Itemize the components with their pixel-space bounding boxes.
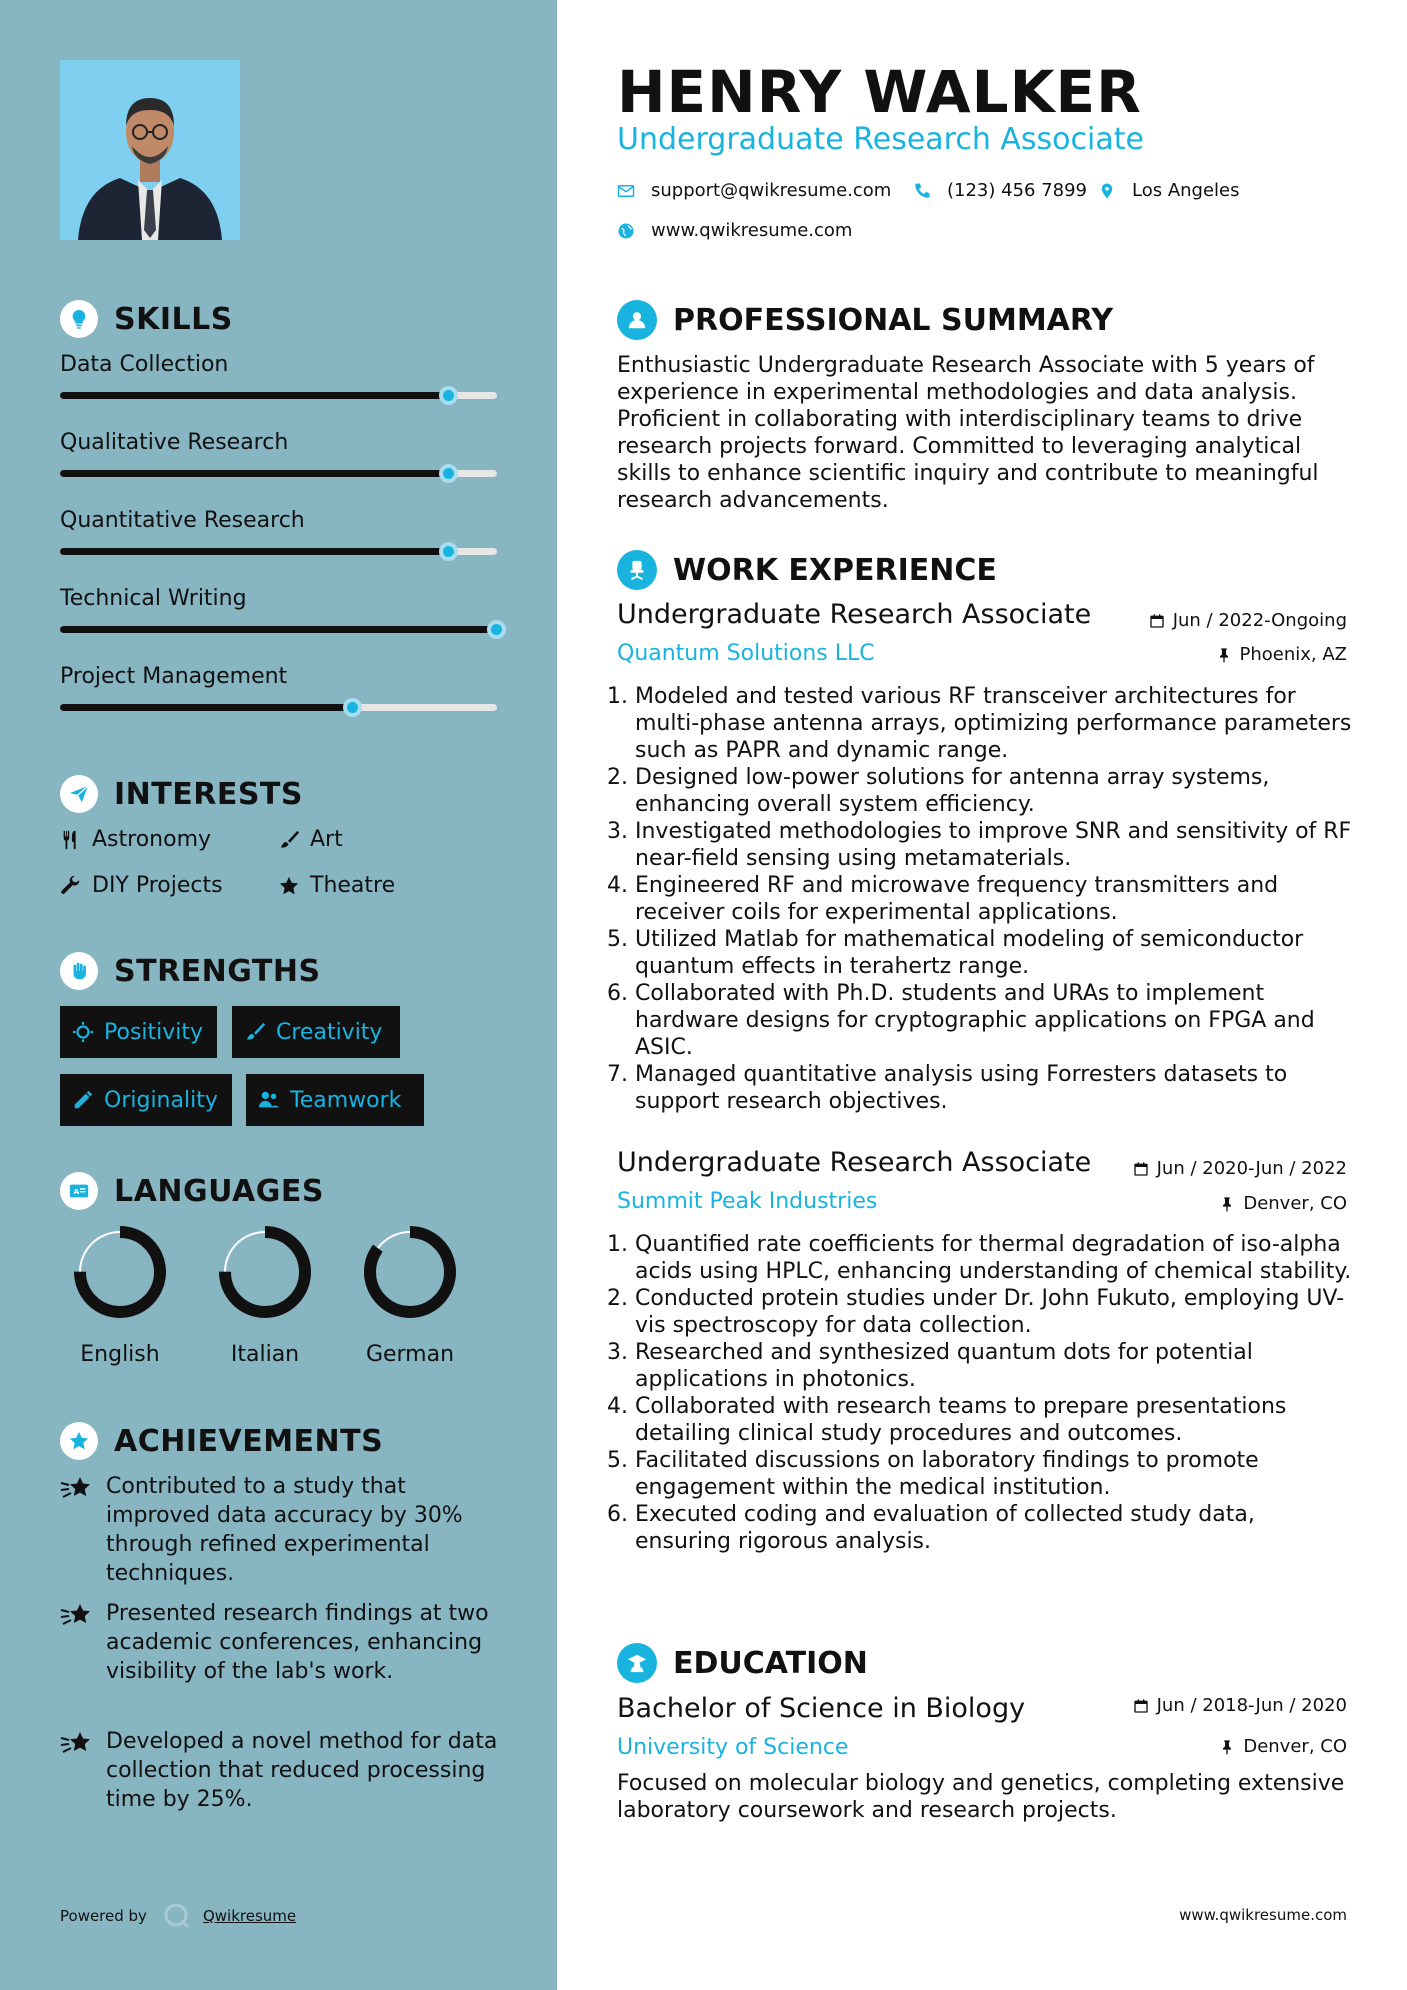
education-location-text: Denver, CO bbox=[1243, 1736, 1347, 1757]
footer-website-link[interactable]: www.qwikresume.com bbox=[1179, 1906, 1347, 1924]
raised-fist-icon bbox=[60, 952, 98, 990]
interest-item bbox=[278, 873, 395, 898]
language-ring bbox=[360, 1222, 460, 1322]
job-title: Undergraduate Research Associate bbox=[617, 599, 1092, 630]
list-item: Modeled and tested various RF transceiver architectures for multi-phase antenna arrays, optimizing performance parameters such as PAPR and dynamic range. bbox=[635, 684, 1352, 763]
language-card-icon bbox=[60, 1172, 98, 1210]
skill-item bbox=[60, 586, 500, 611]
contact-website[interactable] bbox=[617, 220, 852, 241]
sidebar bbox=[0, 0, 557, 1990]
star-badge-icon bbox=[60, 1422, 98, 1460]
list-item: Engineered RF and microwave frequency transmitters and receiver coils for experimental applications. bbox=[635, 873, 1279, 925]
shooting-star-icon bbox=[60, 1474, 94, 1504]
powered-by bbox=[60, 1902, 296, 1930]
skill-bar-knob bbox=[439, 386, 458, 405]
skill-bar-fill bbox=[60, 470, 449, 477]
skill-bar-knob bbox=[439, 542, 458, 561]
sun-icon bbox=[72, 1021, 94, 1043]
summary-heading bbox=[617, 300, 1113, 340]
location-text: Los Angeles bbox=[1132, 180, 1240, 201]
strengths-title: STRENGTHS bbox=[114, 953, 321, 989]
skill-item bbox=[60, 664, 500, 689]
job-duties-list bbox=[617, 683, 1357, 1115]
list-item: Utilized Matlab for mathematical modeling of semiconductor quantum effects in terahertz range. bbox=[635, 927, 1304, 979]
degree-title: Bachelor of Science in Biology bbox=[617, 1693, 1026, 1724]
strength-label: Originality bbox=[104, 1087, 218, 1113]
skill-bar bbox=[60, 626, 497, 633]
skill-bar bbox=[60, 392, 497, 399]
skill-bar-fill bbox=[60, 626, 497, 633]
phone-text: (123) 456 7899 bbox=[947, 180, 1088, 201]
lightbulb-icon bbox=[60, 300, 98, 338]
job-company: Quantum Solutions LLC bbox=[617, 641, 875, 666]
skill-label: Project Management bbox=[60, 664, 288, 689]
job-location-text: Denver, CO bbox=[1243, 1193, 1347, 1214]
list-item: Conducted protein studies under Dr. John Fukuto, employing UV-vis spectroscopy for data collection. bbox=[635, 1286, 1345, 1338]
interest-label: DIY Projects bbox=[92, 873, 223, 898]
strength-badge bbox=[246, 1074, 424, 1126]
candidate-role: Undergraduate Research Associate bbox=[617, 122, 1144, 157]
language-ring bbox=[70, 1222, 170, 1322]
job-title: Undergraduate Research Associate bbox=[617, 1147, 1092, 1178]
skill-bar-fill bbox=[60, 392, 449, 399]
achievements-heading bbox=[60, 1422, 383, 1460]
experience-title: WORK EXPERIENCE bbox=[673, 552, 997, 588]
star-icon bbox=[278, 875, 300, 897]
interests-title: INTERESTS bbox=[114, 776, 303, 812]
interest-item bbox=[60, 873, 223, 898]
qwikresume-link[interactable]: Qwikresume bbox=[202, 1907, 297, 1925]
calendar-icon bbox=[1149, 613, 1165, 629]
skill-label: Qualitative Research bbox=[60, 430, 289, 455]
job-location-text: Phoenix, AZ bbox=[1239, 644, 1347, 665]
achievement-item bbox=[60, 1599, 500, 1686]
language-label: English bbox=[80, 1342, 160, 1367]
calendar-icon bbox=[1133, 1698, 1149, 1714]
envelope-icon bbox=[617, 182, 635, 200]
skill-item bbox=[60, 352, 500, 377]
skill-bar bbox=[60, 704, 497, 711]
job-date bbox=[1149, 610, 1347, 631]
job-location bbox=[1216, 644, 1348, 665]
education-heading bbox=[617, 1643, 868, 1683]
skill-bar-knob bbox=[343, 698, 362, 717]
skill-label: Technical Writing bbox=[60, 586, 247, 611]
contact-email[interactable] bbox=[617, 180, 891, 201]
cutlery-icon bbox=[60, 829, 82, 851]
job-date-text: Jun / 2020-Jun / 2022 bbox=[1156, 1158, 1347, 1179]
interest-label: Theatre bbox=[310, 873, 396, 898]
achievement-text: Contributed to a study that improved data accuracy by 30% through refined experimental techniques. bbox=[106, 1474, 463, 1586]
calendar-icon bbox=[1133, 1161, 1149, 1177]
achievement-text: Developed a novel method for data collection that reduced processing time by 25%. bbox=[106, 1729, 498, 1812]
list-item: Facilitated discussions on laboratory findings to promote engagement within the medical institution. bbox=[635, 1448, 1259, 1500]
users-icon bbox=[258, 1089, 280, 1111]
achievement-item bbox=[60, 1727, 500, 1814]
paintbrush-icon bbox=[244, 1021, 266, 1043]
strength-label: Creativity bbox=[276, 1019, 383, 1045]
list-item: Researched and synthesized quantum dots for potential applications in photonics. bbox=[635, 1340, 1253, 1392]
contact-phone[interactable] bbox=[913, 180, 1087, 201]
education-text: Focused on molecular biology and genetics, completing extensive laboratory coursework and research projects. bbox=[617, 1771, 1345, 1823]
interest-label: Astronomy bbox=[92, 827, 212, 852]
strength-label: Teamwork bbox=[290, 1087, 402, 1113]
skill-bar-knob bbox=[487, 620, 506, 639]
svg-text:A: A bbox=[73, 1186, 80, 1196]
list-item: Designed low-power solutions for antenna array systems, enhancing overall system efficiency. bbox=[635, 765, 1270, 817]
achievement-text: Presented research findings at two academic conferences, enhancing visibility of the lab's work. bbox=[106, 1601, 489, 1684]
pushpin-icon bbox=[1219, 1739, 1235, 1755]
skills-title: SKILLS bbox=[114, 301, 233, 337]
pushpin-icon bbox=[1216, 647, 1232, 663]
profile-photo bbox=[60, 60, 240, 240]
skill-bar bbox=[60, 470, 497, 477]
skill-bar bbox=[60, 548, 497, 555]
person-portrait-icon bbox=[60, 60, 240, 240]
language-item bbox=[210, 1222, 320, 1367]
languages-heading bbox=[60, 1172, 324, 1210]
education-location bbox=[1219, 1736, 1347, 1757]
wrench-icon bbox=[60, 875, 82, 897]
language-item bbox=[65, 1222, 175, 1367]
job-location bbox=[1219, 1193, 1347, 1214]
list-item: Managed quantitative analysis using Forresters datasets to support research objectives. bbox=[635, 1062, 1288, 1114]
skill-bar-fill bbox=[60, 704, 353, 711]
website-text: www.qwikresume.com bbox=[651, 220, 853, 241]
experience-heading bbox=[617, 550, 997, 590]
skill-bar-knob bbox=[439, 464, 458, 483]
education-date bbox=[1133, 1695, 1347, 1716]
summary-text: Enthusiastic Undergraduate Research Associate with 5 years of experience in experimental methodologies and data analysis. Proficient in collaborating with interdisciplinary teams to drive research projects forward. Committed to leveraging analytical skills to enhance scientific inquiry and contribute to meaningful research advancements. bbox=[617, 353, 1319, 513]
skill-label: Data Collection bbox=[60, 352, 229, 377]
list-item: Investigated methodologies to improve SNR and sensitivity of RF near-field sensing using metamaterials. bbox=[635, 819, 1352, 871]
phone-icon bbox=[913, 182, 931, 200]
paintbrush-icon bbox=[278, 829, 300, 851]
job-date bbox=[1133, 1158, 1347, 1179]
language-ring bbox=[215, 1222, 315, 1322]
globe-icon bbox=[617, 222, 635, 240]
map-pin-icon bbox=[1098, 182, 1116, 200]
school-name: University of Science bbox=[617, 1735, 849, 1760]
summary-title: PROFESSIONAL SUMMARY bbox=[673, 302, 1114, 338]
skill-label: Quantitative Research bbox=[60, 508, 305, 533]
powered-by-label: Powered by bbox=[60, 1907, 147, 1925]
shooting-star-icon bbox=[60, 1729, 94, 1759]
strength-label: Positivity bbox=[104, 1019, 204, 1045]
language-label: German bbox=[365, 1342, 455, 1367]
education-date-text: Jun / 2018-Jun / 2020 bbox=[1156, 1695, 1347, 1716]
list-item: Quantified rate coefficients for thermal degradation of iso-alpha acids using HPLC, enhancing understanding of chemical stability. bbox=[635, 1232, 1352, 1284]
strength-badge bbox=[60, 1074, 232, 1126]
language-item bbox=[355, 1222, 465, 1367]
language-label: Italian bbox=[230, 1342, 300, 1367]
job-date-text: Jun / 2022-Ongoing bbox=[1172, 610, 1347, 631]
email-text: support@qwikresume.com bbox=[651, 180, 892, 201]
interest-item bbox=[60, 827, 211, 852]
interest-item bbox=[278, 827, 343, 852]
paper-plane-icon bbox=[60, 775, 98, 813]
languages-title: LANGUAGES bbox=[114, 1173, 324, 1209]
skill-item bbox=[60, 430, 500, 455]
skill-item bbox=[60, 508, 500, 533]
achievement-item bbox=[60, 1472, 500, 1588]
skill-bar-fill bbox=[60, 548, 449, 555]
contact-location bbox=[1098, 180, 1240, 201]
education-title: EDUCATION bbox=[673, 1645, 868, 1681]
skills-heading bbox=[60, 300, 233, 338]
job-company: Summit Peak Industries bbox=[617, 1189, 878, 1214]
strength-badge bbox=[60, 1006, 217, 1058]
user-icon bbox=[617, 300, 657, 340]
list-item: Collaborated with research teams to prepare presentations detailing clinical study procedures and outcomes. bbox=[635, 1394, 1287, 1446]
list-item: Collaborated with Ph.D. students and URAs to implement hardware designs for cryptographic applications on FPGA and ASIC. bbox=[635, 981, 1315, 1060]
strength-badge bbox=[232, 1006, 400, 1058]
interests-heading bbox=[60, 775, 303, 813]
strengths-heading bbox=[60, 952, 321, 990]
office-chair-icon bbox=[617, 550, 657, 590]
job-duties-list bbox=[617, 1231, 1357, 1555]
achievements-title: ACHIEVEMENTS bbox=[114, 1423, 384, 1459]
interest-label: Art bbox=[310, 827, 343, 852]
pencil-icon bbox=[72, 1089, 94, 1111]
qwikresume-logo-icon bbox=[163, 1902, 191, 1930]
pushpin-icon bbox=[1219, 1196, 1235, 1212]
graduate-icon bbox=[617, 1643, 657, 1683]
list-item: Executed coding and evaluation of collected study data, ensuring rigorous analysis. bbox=[635, 1502, 1255, 1554]
candidate-name: HENRY WALKER bbox=[617, 58, 1142, 126]
shooting-star-icon bbox=[60, 1601, 94, 1631]
